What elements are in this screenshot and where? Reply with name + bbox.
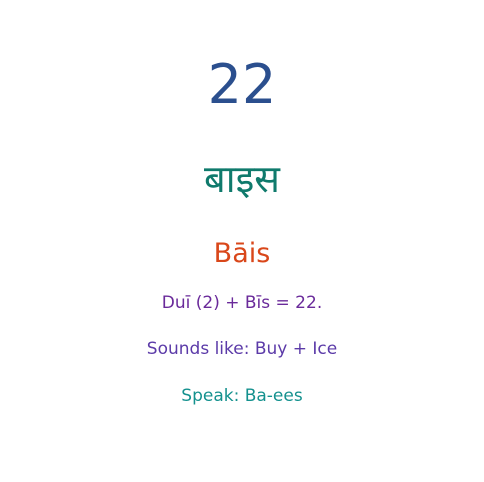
etymology-text: Duī (2) + Bīs = 22. — [161, 293, 323, 313]
speak-text: Speak: Ba-ees — [181, 386, 303, 406]
sounds-like-text: Sounds like: Buy + Ice — [146, 339, 338, 359]
transliteration: Bāis — [213, 238, 271, 269]
native-word: बाइस — [204, 157, 280, 201]
numeral: 22 — [207, 53, 277, 116]
